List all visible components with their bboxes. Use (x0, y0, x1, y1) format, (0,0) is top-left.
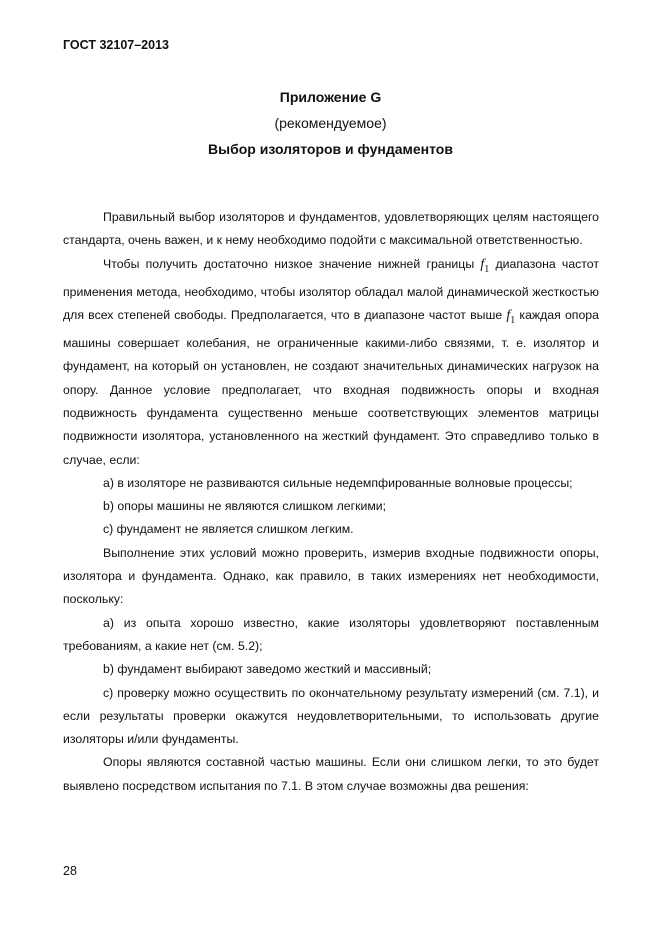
list-item: a) в изоляторе не развиваются сильные недемпфированные волновые процессы; (103, 475, 573, 490)
paragraph-2-part-b: диапазона частот применения метода, необходимо, чтобы изолятор обладал малой динамической жесткостью для всех степеней свободы. Предполагается, что в диапазоне частот выше (63, 256, 599, 322)
appendix-heading (0, 86, 661, 160)
list-item: c) проверку можно осуществить по окончательному результату измерений (см. 7.1), и если результаты проверки окажутся неудовлетворительными, то использовать другие изоляторы и/или фундаменты. (63, 685, 599, 747)
f-subscript: 1 (510, 314, 516, 326)
appendix-title: Выбор изоляторов и фундаментов (208, 141, 453, 157)
paragraph-3: Выполнение этих условий можно проверить, измерив входные подвижности опоры, изолятора и фундамента. Однако, как правило, в таких измерениях нет необходимости, поскольку: (63, 545, 599, 607)
appendix-status: (рекомендуемое) (274, 115, 387, 131)
f-letter: f (506, 307, 511, 323)
list-item: a) из опыта хорошо известно, какие изоляторы удовлетворяют поставленным требованиям, а какие нет (см. 5.2); (63, 615, 599, 653)
f1-symbol (480, 256, 490, 275)
list-item: b) фундамент выбирают заведомо жесткий и массивный; (103, 662, 432, 677)
paragraph-4: Опоры являются составной частью машины. Если они слишком легки, то это будет выявлено посредством испытания по 7.1. В этом случае возможны два решения: (63, 755, 599, 793)
f-subscript: 1 (484, 263, 490, 275)
appendix-label: Приложение G (279, 89, 382, 105)
document-code: ГОСТ 32107–2013 (63, 38, 169, 52)
paragraph-2-part-a: Чтобы получить достаточно низкое значение нижней границы (103, 256, 481, 271)
f-letter: f (480, 256, 485, 272)
paragraph-2 (63, 253, 599, 472)
page-number: 28 (63, 864, 77, 878)
f1-symbol (506, 307, 516, 326)
paragraph-1: Правильный выбор изоляторов и фундаментов, удовлетворяющих целям настоящего стандарта, очень важен, и к нему необходимо подойти с максимальной ответственностью. (63, 210, 599, 248)
list-item: b) опоры машины не являются слишком легкими; (103, 499, 387, 514)
list-item: c) фундамент не является слишком легким. (103, 522, 354, 537)
paragraph-2-part-c: каждая опора машины совершает колебания, не ограниченные какими-либо связями, т. е. изолятор и фундамент, на который он установлен, не создают значительных динамических нагрузок на опору. Данное условие предполагает, что входная подвижность опоры и входная подвижность фундамента существенно меньше соответствующих элементов матрицы подвижности изолятора, установленного на жесткий фундамент. Это справедливо только в случае, если: (63, 307, 599, 467)
body-text (63, 206, 599, 798)
